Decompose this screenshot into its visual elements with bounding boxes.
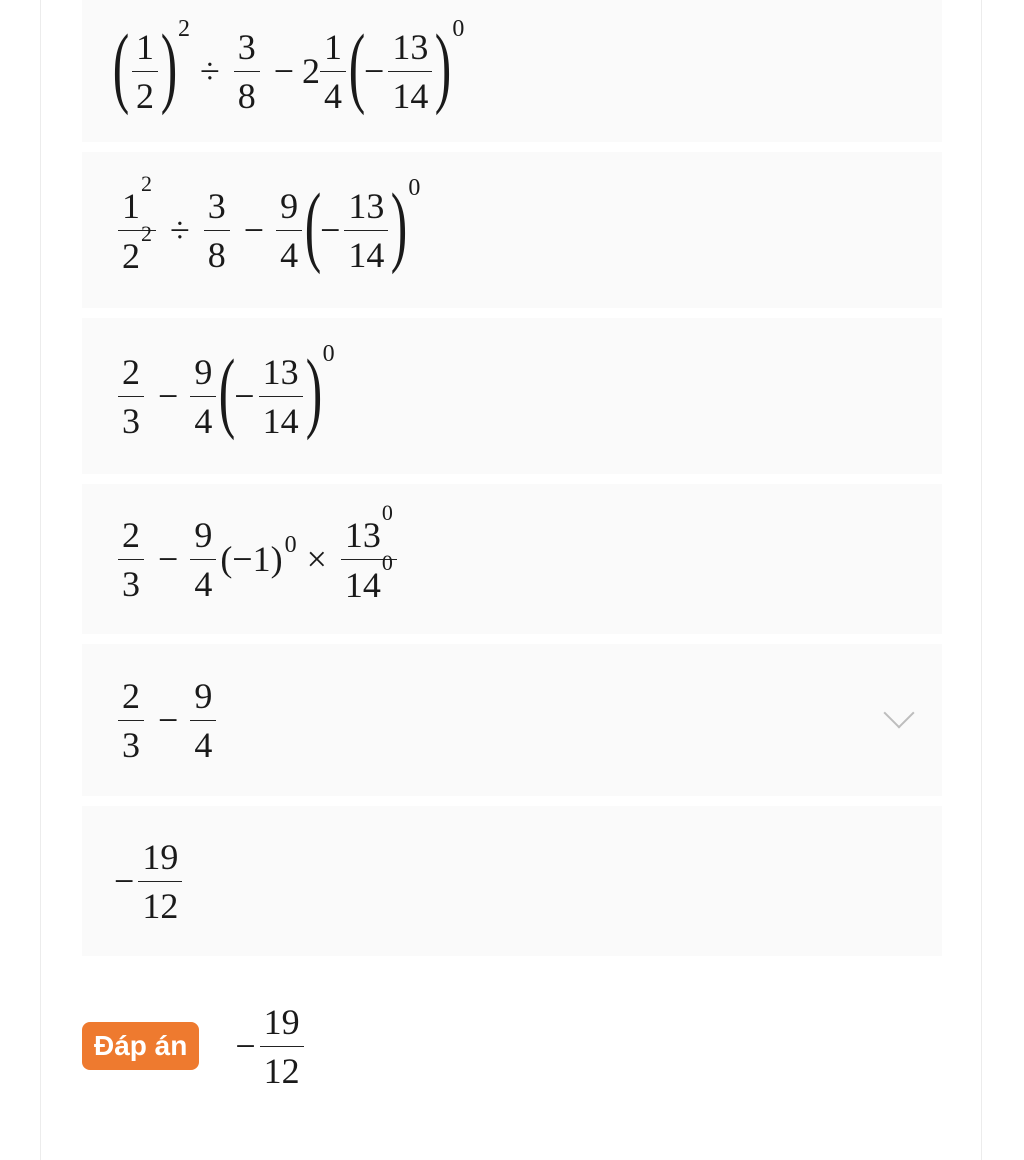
fraction: $\frac{2}{3}$	[118, 678, 144, 763]
fraction: $\frac{19}{12}$	[260, 1004, 304, 1089]
mixed-whole: 2	[302, 51, 321, 91]
minus-operator: −	[158, 700, 179, 740]
answer-expression	[235, 1001, 307, 1091]
fraction: $\frac{9}{4}$	[190, 517, 216, 602]
step-5-expression	[114, 675, 220, 765]
divide-operator: ÷	[170, 210, 190, 250]
fraction: $\frac{9}{4}$	[190, 678, 216, 763]
fraction: $\frac{3}{8}$	[204, 188, 230, 273]
exponent: 0	[452, 16, 465, 42]
step-2-expression: $\frac{1^2}{2^2}$ ÷ $\frac{3}{8}$ − $\frac{9}{4}$ ( − $\frac{13}{14}$ ) $^0$	[114, 185, 420, 275]
exponent: 2	[177, 16, 190, 42]
fraction: $\frac{9}{4}$	[190, 354, 216, 439]
answer-badge: Đáp án	[82, 1022, 199, 1070]
solution-step-2	[82, 152, 942, 308]
solution-step-3	[82, 318, 942, 474]
step-1-expression: ( $\frac{1}{2}$ ) $^2$ ÷ $\frac{3}{8}$ − 2 $\frac{1}{4}$ ( − $\frac{13}{14}$ ) $^0$	[112, 16, 465, 116]
solution-step-4	[82, 484, 942, 634]
minus-operator: −	[243, 210, 265, 250]
negative-sign: −	[320, 210, 341, 250]
negative-sign: −	[364, 51, 385, 91]
exponent: 0	[322, 341, 335, 367]
step-3-expression: $\frac{2}{3}$ − $\frac{9}{4}$ ( − $\frac{13}{14}$ ) $^0$	[114, 351, 335, 441]
fraction: $\frac{2}{3}$	[118, 354, 144, 439]
fraction: $\frac{13^0}{14^0}$	[341, 516, 397, 603]
fraction: $\frac{1}{4}$	[320, 29, 346, 114]
negative-sign: −	[114, 861, 135, 901]
exponent: 0	[408, 175, 421, 201]
minus-operator: −	[273, 51, 295, 91]
fraction: $\frac{3}{8}$	[234, 29, 260, 114]
step-4-expression	[114, 499, 401, 605]
fraction: $\frac{1}{2}$	[132, 29, 158, 114]
fraction: $\frac{9}{4}$	[276, 188, 302, 273]
solution-step-5[interactable]	[82, 644, 942, 796]
minus-operator: −	[158, 539, 179, 579]
divide-operator: ÷	[199, 51, 220, 91]
paren-expression: (−1)	[220, 539, 283, 579]
negative-sign: −	[235, 1026, 256, 1066]
answer-row	[82, 1000, 308, 1092]
fraction: $\frac{1^2}{2^2}$	[118, 187, 156, 274]
chevron-down-icon[interactable]	[886, 702, 910, 726]
solution-step-1	[82, 0, 942, 142]
exponent: 0	[284, 532, 297, 558]
negative-sign: −	[234, 376, 255, 416]
times-operator: ×	[306, 539, 327, 579]
minus-operator: −	[158, 376, 179, 416]
fraction: $\frac{13}{14}$	[388, 29, 432, 114]
fraction: $\frac{13}{14}$	[259, 354, 303, 439]
fraction: $\frac{2}{3}$	[118, 517, 144, 602]
solution-step-6	[82, 806, 942, 956]
step-6-expression	[114, 836, 186, 926]
fraction: $\frac{19}{12}$	[138, 839, 182, 924]
fraction: $\frac{13}{14}$	[344, 188, 388, 273]
